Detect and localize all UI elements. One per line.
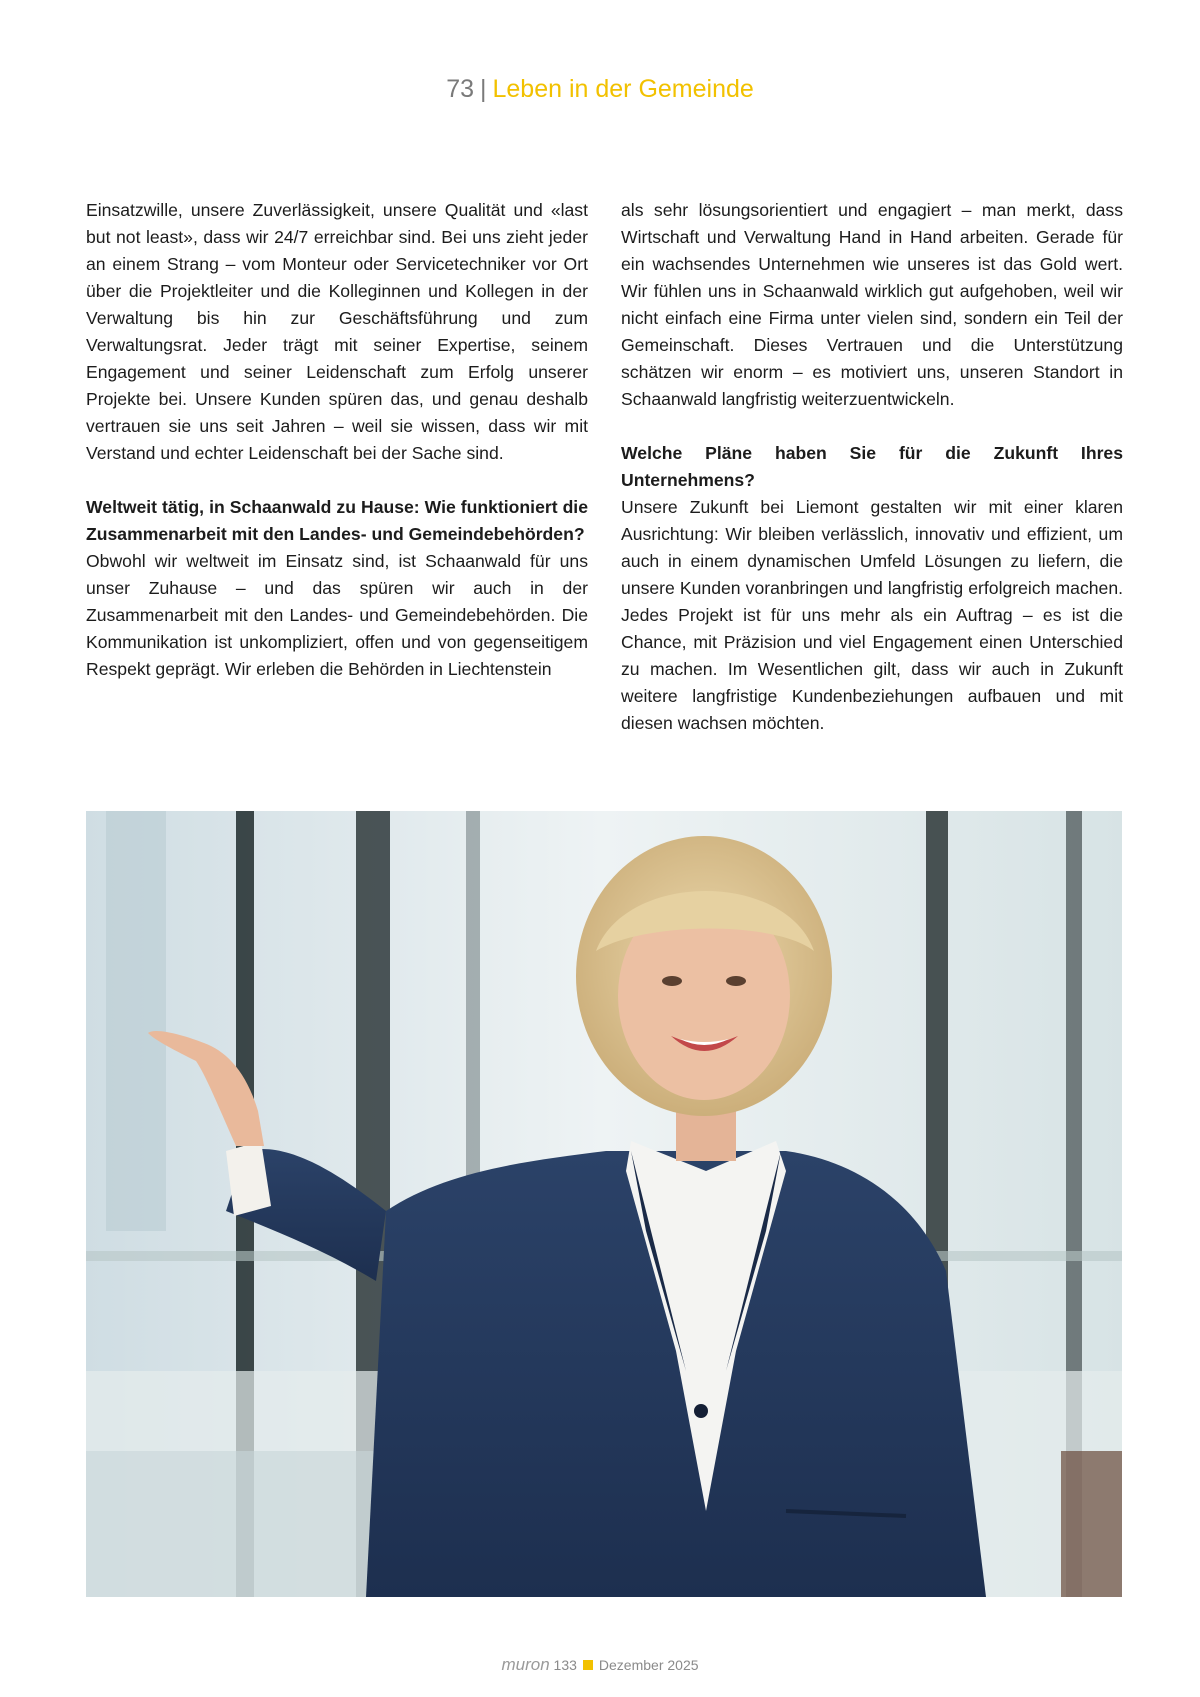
paragraph: Einsatzwille, unsere Zuverlässigkeit, unsere Qualität und «last but not least», dass wir 24/7 erreichbar sind. Bei uns zieht jeder an einem Strang – vom Monteur oder Servicetechniker vor Ort über die Projektleiter und die Kolleginnen und Kollegen in der Verwaltung bis hin zur Geschäftsführung und zum Verwaltungsrat. Jeder trägt mit seiner Expertise, seinem Engagement und seiner Leidenschaft zum Erfolg unserer Projekte bei. Unsere Kunden spüren das, und genau deshalb vertrauen sie uns seit Jahren – weil sie wissen, dass wir mit Verstand und echter Leidenschaft bei der Sache sind.	[86, 200, 588, 463]
issue-number: 133	[553, 1657, 577, 1673]
page-header	[0, 74, 1200, 104]
square-bullet-icon	[583, 1660, 593, 1670]
interview-answer: Unsere Zukunft bei Liemont gestalten wir mit einer klaren Ausrichtung: Wir bleiben verlässlich, innovativ und effizient, um auch in einem dynamischen Umfeld Lösungen zu liefern, die unsere Kunden voranbringen und langfristig erfolgreich machen. Jedes Projekt ist für uns mehr als ein Auftrag – es ist die Chance, mit Präzision und viel Engagement einen Unterschied zu machen. Im Wesentlichen gilt, dass wir auch in Zukunft weitere langfristige Kundenbeziehungen aufbauen und mit diesen wachsen möchten.	[621, 497, 1123, 733]
page-footer	[0, 1655, 1200, 1675]
right-column	[621, 197, 1123, 737]
paragraph: als sehr lösungsorientiert und engagiert – man merkt, dass Wirtschaft und Verwaltung Hand in Hand arbeiten. Gerade für ein wachsendes Unternehmen wie unseres ist das Gold wert. Wir fühlen uns in Schaanwald wirklich gut aufgehoben, weil wir nicht einfach eine Firma unter vielen sind, sondern ein Teil der Gemeinschaft. Dieses Vertrauen und die Unterstützung schätzen wir enorm – es motiviert uns, unseren Standort in Schaanwald langfristig weiterzuentwickeln.	[621, 200, 1123, 409]
portrait-illustration	[86, 811, 1122, 1597]
issue-date: Dezember 2025	[598, 1657, 699, 1673]
header-separator: |	[480, 75, 487, 103]
portrait-photo	[86, 811, 1122, 1597]
interview-answer: Obwohl wir weltweit im Einsatz sind, ist Schaanwald für uns unser Zuhause – und das spüren wir auch in der Zusammenarbeit mit den Landes- und Gemeindebehörden. Die Kommunikation ist unkompliziert, offen und von gegenseitigem Respekt geprägt. Wir erleben die Behörden in Liechtenstein	[86, 551, 588, 679]
interview-question: Weltweit tätig, in Schaanwald zu Hause: Wie funktioniert die Zusammenarbeit mit den Landes- und Gemeindebehörden?	[86, 497, 588, 544]
page-number: 73	[446, 75, 474, 103]
magazine-brand: muron	[501, 1655, 550, 1674]
interview-question: Welche Pläne haben Sie für die Zukunft Ihres Unternehmens?	[621, 443, 1123, 490]
section-title: Leben in der Gemeinde	[492, 75, 754, 103]
left-column	[86, 197, 588, 683]
